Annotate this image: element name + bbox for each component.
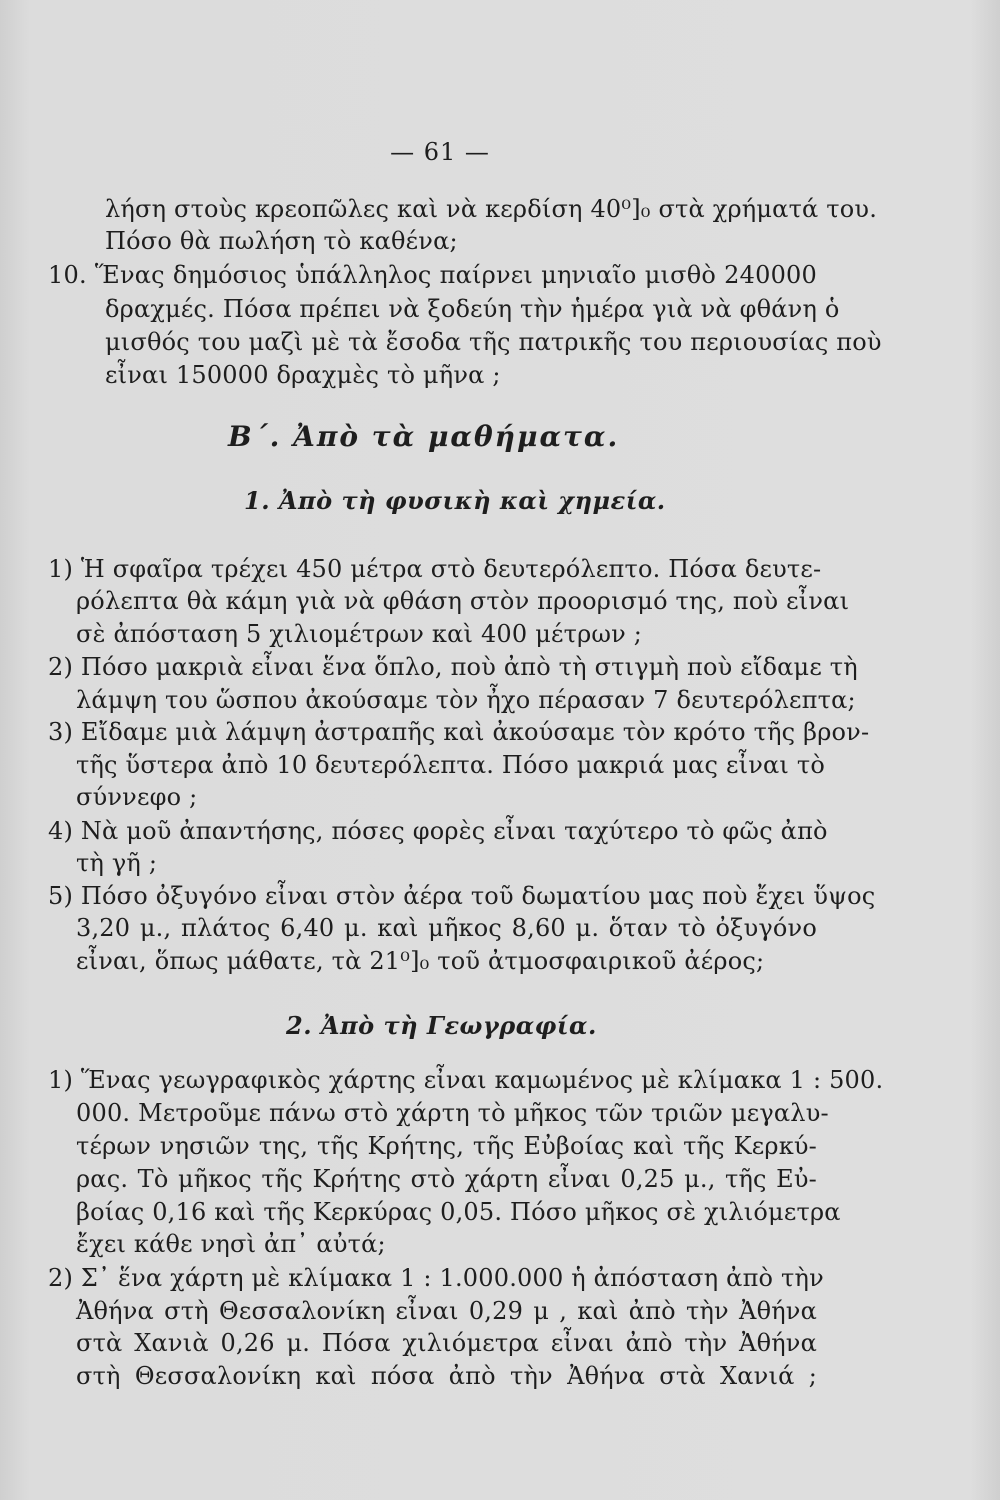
physics-line-9: 4) Νὰ μοῦ ἀπαντήσης, πόσες φορὲς εἶναι ταχύτερο τὸ φῶς ἀπὸ bbox=[48, 817, 828, 845]
geography-line-1: 1) Ἕνας γεωγραφικὸς χάρτης εἶναι καμωμένος μὲ κλίμακα 1 : 500. bbox=[48, 1066, 884, 1094]
section-heading: Β΄. Ἀπὸ τὰ μαθήματα. bbox=[228, 420, 620, 453]
physics-line-11: 5) Πόσο ὀξυγόνο εἶναι στὸν ἀέρα τοῦ δωματίου μας ποὺ ἔχει ὕψος bbox=[48, 882, 876, 910]
subheading-physics-chemistry: 1. Ἀπὸ τὴ φυσικὴ καὶ χημεία. bbox=[244, 486, 666, 515]
physics-line-8: σύννεφο ; bbox=[76, 783, 198, 811]
physics-line-7: τῆς ὕστερα ἀπὸ 10 δευτερόλεπτα. Πόσο μακριά μας εἶναι τὸ bbox=[76, 751, 825, 779]
intro-line-4: δραχμές. Πόσα πρέπει νὰ ξοδεύη τὴν ἡμέρα γιὰ νὰ φθάνη ὁ bbox=[105, 295, 840, 323]
geography-line-6: ἔχει κάθε νησὶ ἀπ᾽ αὐτά; bbox=[76, 1230, 386, 1258]
physics-line-12: 3,20 μ., πλάτος 6,40 μ. καὶ μῆκος 8,60 μ. ὅταν τὸ ὀξυγόνο bbox=[76, 914, 817, 942]
physics-line-1: 1) Ἡ σφαῖρα τρέχει 450 μέτρα στὸ δευτερόλεπτο. Πόσα δευτε- bbox=[48, 555, 822, 583]
geography-line-5: βοίας 0,16 καὶ τῆς Κερκύρας 0,05. Πόσο μῆκος σὲ χιλιόμετρα bbox=[76, 1198, 841, 1226]
geography-line-8: Ἀθήνα στὴ Θεσσαλονίκη εἶναι 0,29 μ , καὶ ἀπὸ τὴν Ἀθήνα bbox=[76, 1297, 817, 1325]
physics-line-5: λάμψη του ὥσπου ἀκούσαμε τὸν ἦχο πέρασαν 7 δευτερόλεπτα; bbox=[76, 686, 856, 714]
physics-line-6: 3) Εἴδαμε μιὰ λάμψη ἀστραπῆς καὶ ἀκούσαμε τὸν κρότο τῆς βρον- bbox=[48, 718, 870, 746]
geography-line-10: στὴ Θεσσαλονίκη καὶ πόσα ἀπὸ τὴν Ἀθήνα στὰ Χανιά ; bbox=[76, 1362, 817, 1390]
subheading-geography: 2. Ἀπὸ τὴ Γεωγραφία. bbox=[286, 1011, 597, 1040]
geography-line-7: 2) Σ᾽ ἕνα χάρτη μὲ κλίμακα 1 : 1.000.000 ἡ ἀπόσταση ἀπὸ τὴν bbox=[48, 1264, 824, 1292]
intro-line-6: εἶναι 150000 δραχμὲς τὸ μῆνα ; bbox=[105, 361, 501, 389]
intro-line-3: 10. Ἕνας δημόσιος ὑπάλληλος παίρνει μηνιαῖο μισθὸ 240000 bbox=[48, 261, 817, 289]
physics-line-13: εἶναι, ὅπως μάθατε, τὰ 21⁰]₀ τοῦ ἀτμοσφαιρικοῦ ἀέρος; bbox=[76, 947, 765, 975]
physics-line-10: τὴ γῆ ; bbox=[76, 849, 158, 877]
geography-line-2: 000. Μετροῦμε πάνω στὸ χάρτη τὸ μῆκος τῶν τριῶν μεγαλυ- bbox=[76, 1099, 829, 1127]
geography-line-9: στὰ Χανιὰ 0,26 μ. Πόσα χιλιόμετρα εἶναι ἀπὸ τὴν Ἀθήνα bbox=[76, 1329, 817, 1357]
physics-line-3: σὲ ἀπόσταση 5 χιλιομέτρων καὶ 400 μέτρων ; bbox=[76, 620, 643, 648]
physics-line-2: ρόλεπτα θὰ κάμη γιὰ νὰ φθάση στὸν προορισμό της, ποὺ εἶναι bbox=[76, 587, 850, 615]
physics-line-4: 2) Πόσο μακριὰ εἶναι ἕνα ὅπλο, ποὺ ἀπὸ τὴ στιγμὴ ποὺ εἴδαμε τὴ bbox=[48, 653, 858, 681]
intro-line-1: λήση στοὺς κρεοπῶλες καὶ νὰ κερδίση 40⁰]₀ στὰ χρήματά του. bbox=[105, 195, 878, 223]
page-number: — 61 — bbox=[390, 138, 490, 166]
intro-line-2: Πόσο θὰ πωλήση τὸ καθένα; bbox=[105, 227, 458, 255]
geography-line-3: τέρων νησιῶν της, τῆς Κρήτης, τῆς Εὐβοίας καὶ τῆς Κερκύ- bbox=[76, 1132, 817, 1160]
intro-line-5: μισθός του μαζὶ μὲ τὰ ἔσοδα τῆς πατρικῆς του περιουσίας ποὺ bbox=[105, 328, 882, 356]
geography-line-4: ρας. Τὸ μῆκος τῆς Κρήτης στὸ χάρτη εἶναι 0,25 μ., τῆς Εὐ- bbox=[76, 1165, 817, 1193]
